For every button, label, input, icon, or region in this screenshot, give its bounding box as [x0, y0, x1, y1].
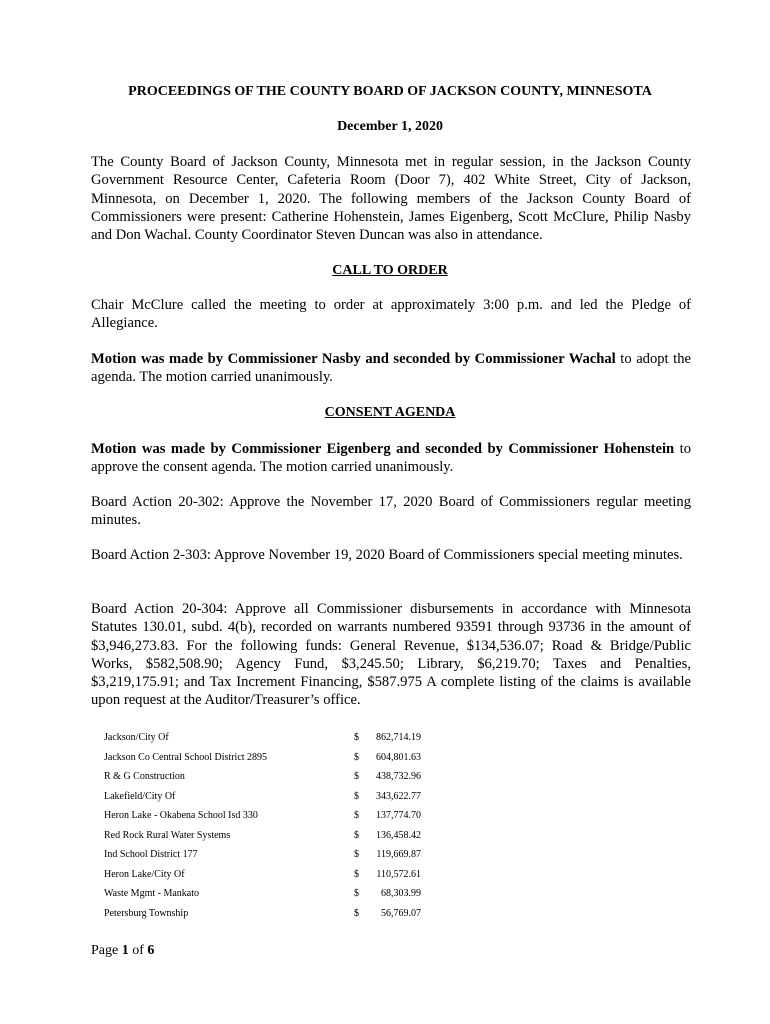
claim-payee: Lakefield/City Of: [104, 790, 176, 802]
intro-paragraph: The County Board of Jackson County, Minnesota met in regular session, in the Jackson County Government Resource Center, Cafeteria Room (Door 7), 402 White Street, City of Jackson, Minnesota, on December 1, 2020. The following members of the Jackson County Board of Commissioners were present: Catherine Hohenstein, James Eigenberg, Scott McClure, Philip Nasby and Don Wachal. County Coordinator Steven Duncan was also in attendance.: [91, 154, 691, 244]
board-action-302: Board Action 20-302: Approve the November 17, 2020 Board of Commissioners regular meeting minutes.: [91, 494, 691, 529]
claim-amount: 137,774.70: [376, 810, 421, 821]
claim-amount: 438,732.96: [376, 771, 421, 782]
claim-payee: Heron Lake/City Of: [104, 868, 185, 880]
claim-currency: $: [354, 732, 359, 743]
consent-motion-paragraph: [91, 440, 691, 477]
claims-row: [104, 751, 444, 771]
page-total: 6: [147, 943, 155, 958]
claim-payee: Waste Mgmt - Mankato: [104, 888, 200, 899]
claims-row: [104, 809, 444, 829]
consent-agenda-heading: CONSENT AGENDA: [324, 405, 456, 420]
claims-row: [104, 887, 444, 907]
agenda-motion-paragraph: [91, 350, 691, 387]
page-number: 1: [121, 943, 129, 958]
claim-currency: $: [354, 888, 359, 899]
claims-row: [104, 829, 444, 849]
claim-currency: $: [354, 751, 359, 763]
claim-currency: $: [354, 849, 359, 860]
claim-payee: Heron Lake - Okabena School Isd 330: [104, 810, 258, 821]
claim-currency: $: [354, 810, 359, 821]
page-footer: [91, 943, 154, 959]
claims-row: [104, 907, 444, 927]
claims-list: [104, 731, 444, 926]
page-prefix: Page: [91, 943, 122, 958]
claim-amount: 136,458.42: [376, 829, 421, 841]
claim-amount: 68,303.99: [381, 888, 421, 899]
agenda-motion-rest: to adopt the agenda. The motion carried unanimously.: [91, 351, 691, 386]
claim-amount: 56,769.07: [381, 907, 421, 919]
board-action-304: Board Action 20-304: Approve all Commissioner disbursements in accordance with Minnesota Statutes 130.01, subd. 4(b), recorded on warrants numbered 93591 through 93736 in the amount of $3,946,273.83. For the following funds: General Revenue, $134,536.07; Road & Bridge/Public Works, $582,508.90; Agency Fund, $3,245.50; Library, $6,219.70; Taxes and Penalties, $3,219,175.91; and Tax Increment Financing, $587.975 A complete listing of the claims is available upon request at the Auditor/Treasurer’s office.: [91, 601, 691, 709]
claim-payee: R & G Construction: [104, 771, 185, 782]
agenda-motion-bold: Motion was made by Commissioner Nasby and seconded by Commissioner Wachal: [91, 351, 616, 367]
claim-payee: Jackson/City Of: [104, 732, 169, 743]
claim-amount: 604,801.63: [376, 751, 421, 763]
document-title: PROCEEDINGS OF THE COUNTY BOARD OF JACKSON COUNTY, MINNESOTA: [128, 84, 652, 99]
claim-amount: 862,714.19: [376, 732, 421, 743]
meeting-date: December 1, 2020: [337, 119, 443, 134]
claims-row: [104, 770, 444, 790]
consent-motion-bold: Motion was made by Commissioner Eigenberg and seconded by Commissioner Hohenstein: [91, 441, 675, 457]
call-to-order-paragraph: Chair McClure called the meeting to order at approximately 3:00 p.m. and led the Pledge of Allegiance.: [91, 297, 691, 332]
claim-amount: 343,622.77: [376, 790, 421, 802]
page-of: of: [128, 943, 148, 958]
claim-currency: $: [354, 868, 359, 880]
call-to-order-heading: CALL TO ORDER: [332, 263, 448, 278]
claims-row: [104, 790, 444, 810]
claim-amount: 119,669.87: [376, 849, 421, 860]
claim-payee: Petersburg Township: [104, 907, 189, 919]
claim-currency: $: [354, 790, 359, 802]
claim-currency: $: [354, 771, 359, 782]
claims-row: [104, 848, 444, 868]
claim-currency: $: [354, 907, 359, 919]
claim-payee: Jackson Co Central School District 2895: [104, 751, 268, 763]
board-action-303: Board Action 2-303: Approve November 19, 2020 Board of Commissioners special meeting minutes.: [91, 547, 683, 563]
claim-payee: Ind School District 177: [104, 849, 198, 860]
claim-payee: Red Rock Rural Water Systems: [104, 829, 231, 841]
claims-row: [104, 868, 444, 888]
claim-currency: $: [354, 829, 359, 841]
claims-row: [104, 731, 444, 751]
claim-amount: 110,572.61: [376, 868, 421, 880]
consent-motion-rest: to approve the consent agenda. The motion carried unanimously.: [91, 441, 691, 476]
